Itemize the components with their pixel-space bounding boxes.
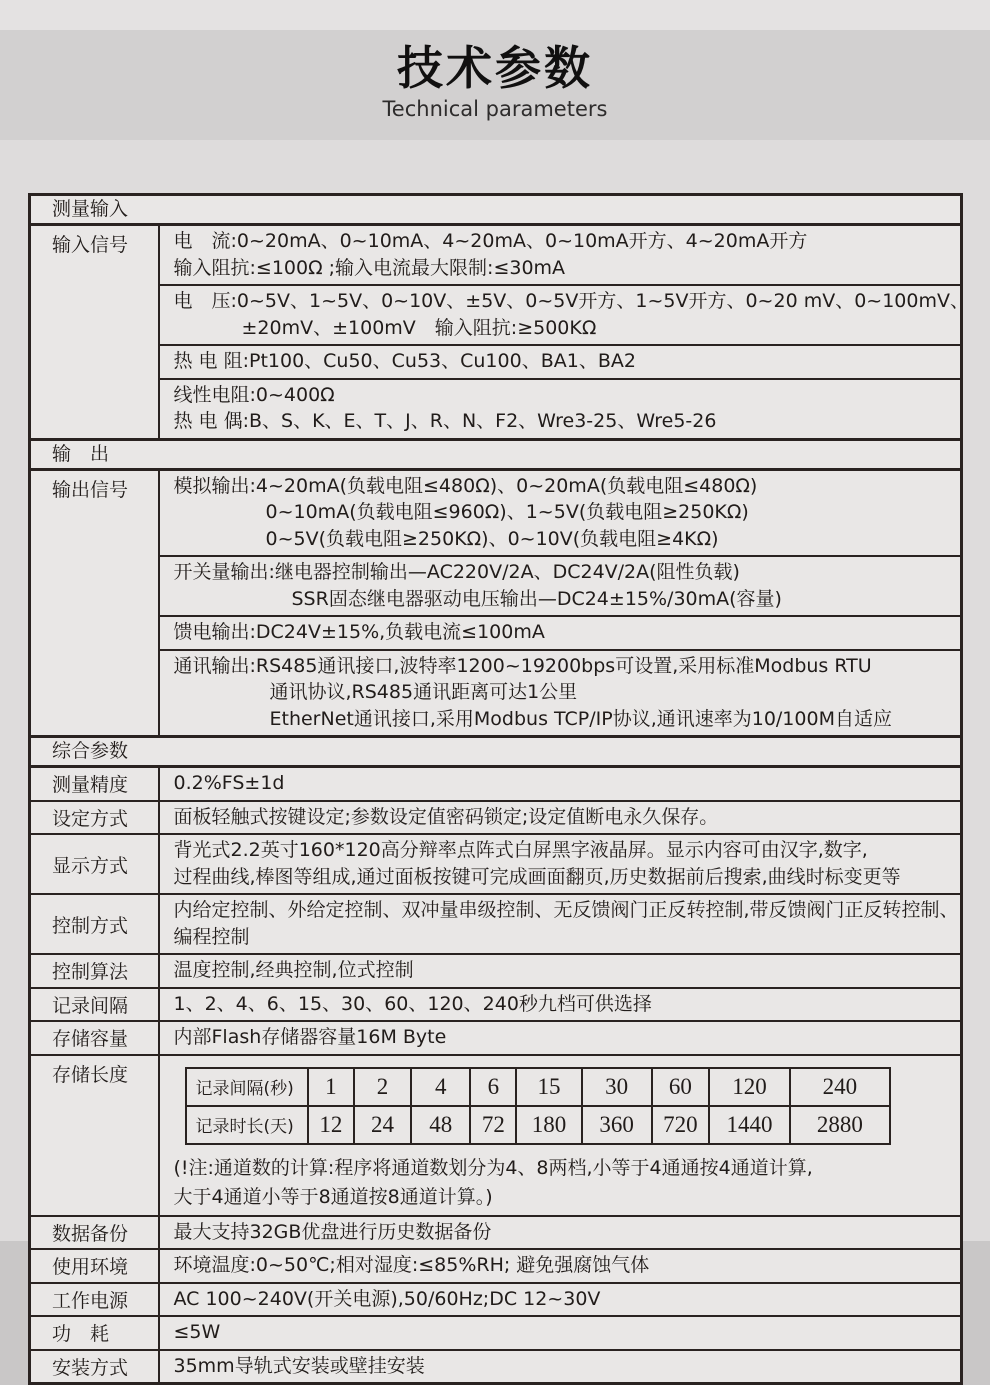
interval-cell: 120 [709,1068,790,1106]
row-label: 测量精度 [30,767,159,801]
value-line: 过程曲线,棒图等组成,通过面板按键可完成画面翻页,历史数据前后搜索,曲线时标变更等 [173,865,901,888]
table-row [30,556,962,616]
page-title: 技术参数 [397,41,593,95]
row-value [159,1283,962,1317]
value-line: 0~5V(负载电阻≥250KΩ)、0~10V(负载电阻≥4KΩ) [265,527,719,550]
interval-cell: 1 [308,1068,354,1106]
table-row [30,345,962,379]
interval-cell: 60 [652,1068,709,1106]
section-row-output [30,439,962,469]
spec-table [28,193,969,1385]
duration-cell: 24 [354,1106,411,1144]
table-row [30,988,962,1022]
row-value [159,1316,962,1350]
table-row [30,225,962,286]
value-line: 通讯输出:RS485通讯接口,波特率1200~19200bps可设置,采用标准Modbus RTU [173,654,872,677]
table-row [30,834,962,894]
value-line: 电 压:0~5V、1~5V、0~10V、±5V、0~5V开方、1~5V开方、0~20 mV、0~100mV、 [173,290,969,312]
table-row-storage-length [30,1055,962,1216]
value-line: 温度控制,经典控制,位式控制 [173,959,414,981]
row-value [159,379,962,440]
row-label: 设定方式 [30,801,159,835]
table-row [30,379,962,440]
value-line: 热 电 阻:Pt100、Cu50、Cu53、Cu100、BA1、BA2 [173,350,636,372]
row-label: 存储容量 [30,1021,159,1055]
section-header: 输 出 [30,439,962,469]
section-row-general [30,737,962,767]
value-line: 0.2%FS±1d [173,772,285,794]
value-line: ±20mV、±100mV 输入阻抗:≥500KΩ [241,316,597,339]
table-row [30,1350,962,1384]
row-label: 功 耗 [30,1316,159,1350]
duration-cell: 1440 [709,1106,790,1144]
value-line: 热 电 偶:B、S、K、E、T、J、R、N、F2、Wre3-25、Wre5-26 [173,410,717,432]
table-row [30,1283,962,1317]
row-label: 输入信号 [30,225,159,440]
table-row [30,1249,962,1283]
interval-cell: 4 [411,1068,470,1106]
table-row [30,767,962,801]
value-line: 面板轻触式按键设定;参数设定值密码锁定;设定值断电永久保存。 [173,805,719,828]
value-line: AC 100~240V(开关电源),50/60Hz;DC 12~30V [173,1287,601,1310]
section-header: 综合参数 [30,737,962,767]
row-value [159,834,962,894]
duration-cell: 180 [516,1106,581,1144]
table-row [30,616,962,650]
table-row [30,469,962,556]
row-value [159,1216,962,1250]
value-line: SSR固态继电器驱动电压输出—DC24±15%/30mA(容量) [291,587,782,610]
value-line: 通讯协议,RS485通讯距离可达1公里 [269,681,578,703]
table-row [30,650,962,737]
table-row [30,1316,962,1350]
top-band [0,0,990,30]
row-value [159,801,962,835]
value-line: 内部Flash存储器容量16M Byte [173,1026,447,1048]
duration-cell: 48 [411,1106,470,1144]
value-line: 0~10mA(负载电阻≤960Ω)、1~5V(负载电阻≥250KΩ) [265,501,749,523]
duration-cell: 720 [652,1106,709,1144]
value-line: 输入阻抗:≤100Ω ;输入电流最大限制:≤30mA [173,256,566,279]
table-row [30,894,962,954]
row-value [159,1249,962,1283]
storage-note-line: (!注:通道数的计算:程序将通道数划分为4、8两档,小等于4通通按4通道计算, [173,1156,813,1179]
row-value [159,988,962,1022]
row-label: 显示方式 [30,834,159,894]
row-value [159,225,962,286]
table-row [30,1021,962,1055]
storage-duration-row [186,1106,890,1144]
table-row [30,1216,962,1250]
row-value [159,285,969,345]
value-line: 内给定控制、外给定控制、双冲量串级控制、无反馈阀门正反转控制,带反馈阀门正反转控制、 [173,899,959,921]
value-line: 馈电输出:DC24V±15%,负载电流≤100mA [173,621,545,643]
storage-length-table [185,1067,891,1145]
row-label: 数据备份 [30,1216,159,1250]
interval-cell: 240 [790,1068,889,1106]
duration-cell: 2880 [790,1106,889,1144]
value-line: EtherNet通讯接口,采用Modbus TCP/IP协议,通讯速率为10/100M自适应 [269,707,892,730]
value-line: ≤5W [173,1321,221,1343]
table-row [30,801,962,835]
interval-cell: 6 [470,1068,516,1106]
value-line: 环境温度:0~50℃;相对湿度:≤85%RH; 避免强腐蚀气体 [173,1254,650,1276]
row-label: 工作电源 [30,1283,159,1317]
value-line: 开关量输出:继电器控制输出—AC220V/2A、DC24V/2A(阻性负载) [173,561,740,583]
row-value [159,894,962,954]
value-line: 线性电阻:0~400Ω [173,383,335,406]
storage-interval-label: 记录间隔(秒) [186,1068,308,1106]
value-line: 最大支持32GB优盘进行历史数据备份 [173,1220,492,1243]
value-line: 电 流:0~20mA、0~10mA、4~20mA、0~10mA开方、4~20mA开方 [173,230,808,252]
table-row [30,954,962,988]
row-value [159,954,962,988]
row-value [159,469,962,556]
page-subtitle: Technical parameters [382,97,608,121]
row-label: 存储长度 [30,1055,159,1216]
table-row [30,285,962,345]
storage-note-line: 大于4通道小等于8通道按8通道计算。) [173,1185,493,1208]
title-block [0,42,990,122]
row-value [159,1350,962,1384]
row-label: 输出信号 [30,469,159,737]
row-value [159,1021,962,1055]
row-value [159,345,962,379]
duration-cell: 360 [582,1106,652,1144]
value-line: 1、2、4、6、15、30、60、120、240秒九档可供选择 [173,992,652,1015]
row-value [159,650,962,737]
row-label: 控制方式 [30,894,159,954]
storage-duration-label: 记录时长(天) [186,1106,308,1144]
value-line: 背光式2.2英寸160*120高分辩率点阵式白屏黑字液晶屏。显示内容可由汉字,数字, [173,839,868,861]
interval-cell: 30 [582,1068,652,1106]
row-label: 记录间隔 [30,988,159,1022]
row-label: 控制算法 [30,954,159,988]
storage-interval-row [186,1068,890,1106]
value-line: 编程控制 [173,925,250,948]
row-label: 使用环境 [30,1249,159,1283]
row-value [159,1055,962,1216]
row-value [159,616,962,650]
duration-cell: 12 [308,1106,354,1144]
section-header: 测量输入 [30,195,962,225]
interval-cell: 15 [516,1068,581,1106]
value-line: 35mm导轨式安装或壁挂安装 [173,1354,425,1377]
row-value [159,556,962,616]
value-line: 模拟输出:4~20mA(负载电阻≤480Ω)、0~20mA(负载电阻≤480Ω) [173,474,758,497]
duration-cell: 72 [470,1106,516,1144]
interval-cell: 2 [354,1068,411,1106]
section-row-measure-input [30,195,962,225]
row-value [159,767,962,801]
row-label: 安装方式 [30,1350,159,1384]
